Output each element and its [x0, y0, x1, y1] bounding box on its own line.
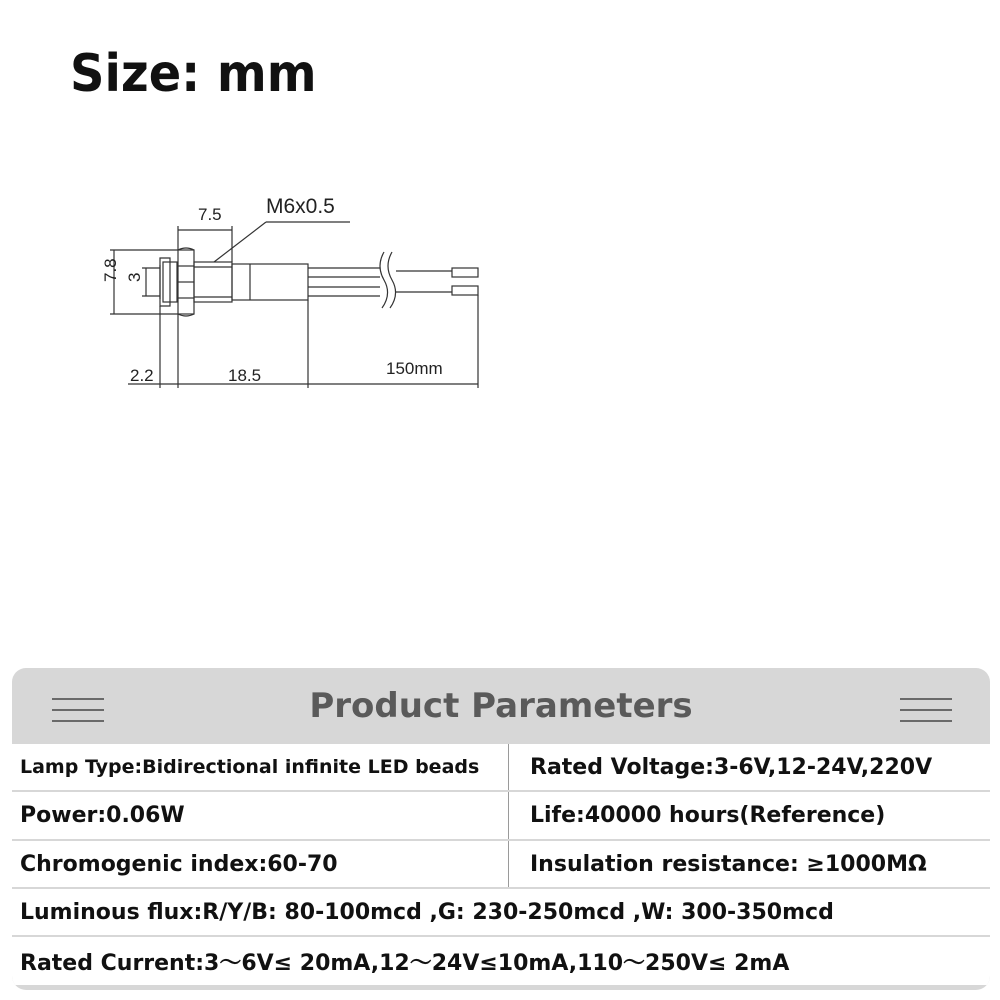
- param-luminous-flux: Luminous flux:R/Y/B: 80-100mcd ,G: 230-250mcd ,W: 300-350mcd: [20, 899, 834, 925]
- terminal-1: [452, 268, 478, 277]
- parameters-table: [12, 744, 990, 990]
- param-life: Life:40000 hours(Reference): [530, 803, 886, 828]
- menu-lines-icon: [900, 698, 952, 722]
- thread-label: M6x0.5: [266, 195, 335, 218]
- lens-dome: [160, 258, 170, 306]
- table-row: [12, 744, 990, 790]
- table-row: [12, 841, 990, 887]
- param-chromogenic-index: Chromogenic index:60-70: [20, 851, 338, 877]
- wire-break: [380, 252, 388, 308]
- dim-150: 150mm: [386, 359, 443, 378]
- table-row: [12, 792, 990, 839]
- threaded-body: [194, 262, 232, 302]
- param-power: Power:0.06W: [20, 803, 185, 828]
- table-row: [12, 937, 990, 985]
- param-insulation-resistance: Insulation resistance: ≥1000MΩ: [530, 851, 927, 877]
- dim-2-2: 2.2: [130, 366, 154, 385]
- rear-sleeve: [232, 264, 308, 300]
- size-title: Size: mm: [70, 44, 317, 104]
- panel-title: Product Parameters: [309, 686, 693, 726]
- panel-header: [12, 668, 990, 744]
- table-row: [12, 889, 990, 935]
- dim-7-5: 7.5: [198, 205, 222, 224]
- dim-7-8: 7.8: [101, 258, 120, 282]
- product-parameters-panel: [12, 668, 990, 990]
- dim-3: 3: [125, 272, 144, 282]
- param-rated-current: Rated Current:3～6V≤ 20mA,12～24V≤10mA,110～250V≤ 2mA: [20, 950, 790, 976]
- param-rated-voltage: Rated Voltage:3-6V,12-24V,220V: [530, 754, 933, 780]
- terminal-2: [452, 286, 478, 295]
- dim-18-5: 18.5: [228, 366, 262, 385]
- dimension-drawing: [0, 0, 1000, 420]
- param-lamp-type: Lamp Type:Bidirectional infinite LED beads: [20, 756, 480, 778]
